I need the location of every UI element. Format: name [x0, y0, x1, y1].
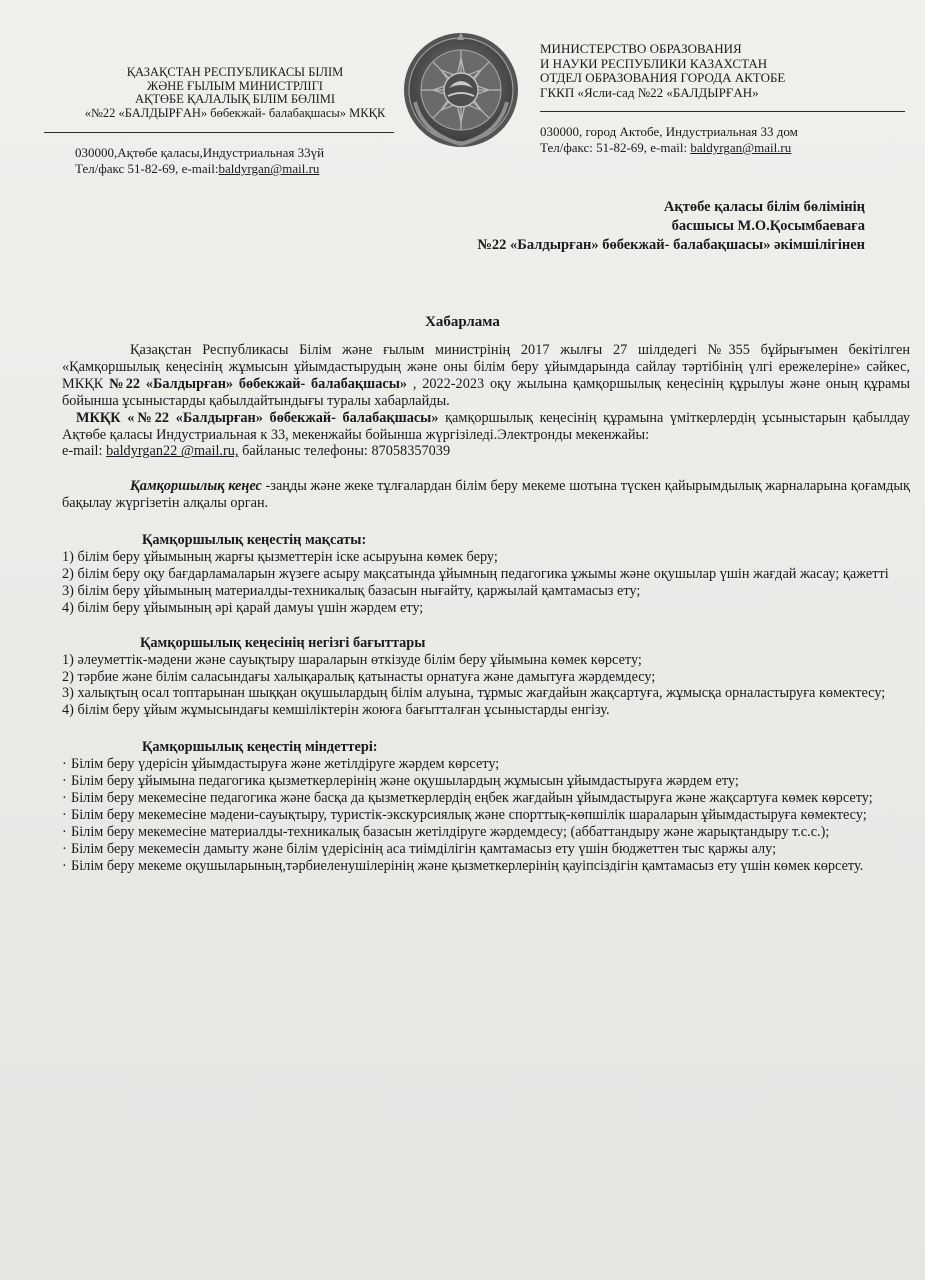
tasks-item-text: Білім беру мекемесіне материалды-техникалық базасын жетілдіруге жәрдемдесу; (аббаттандыру және жарықтандыру т.с.с.); [71, 823, 830, 840]
goals-heading: Қамқоршылық кеңестің мақсаты: [142, 532, 367, 549]
definition-term: Қамқоршылық кеңес [130, 478, 262, 495]
header-left-phone-line [75, 161, 324, 177]
header-left-line: ЖӘНЕ ҒЫЛЫМ МИНИСТРЛІГІ [147, 78, 323, 93]
header-left-divider [44, 132, 394, 133]
tasks-item-text: Білім беру мекемесіне педагогика және басқа да қызметкерлердің еңбек жағдайын ұйымдастыруға және жақсартуға көмек көрсету; [71, 789, 873, 806]
header-right-line: И НАУКИ РЕСПУБЛИКИ КАЗАХСТАН [540, 55, 768, 71]
tasks-item [62, 756, 910, 773]
email-label: e-mail: [62, 443, 107, 460]
bullet-icon: · [62, 789, 67, 806]
bullet-icon: · [62, 773, 67, 790]
header-right-phone-line [540, 140, 798, 156]
tasks-item-text: Білім беру мекеме оқушыларының,тәрбиеленушілерінің және қызметкерлерінің қауіпсіздігін қамтамасыз ету үшін көмек көрсету. [71, 857, 864, 874]
intro-text: , 2022-2023 оқу жылына қамқоршылық кеңесінің құрылуы және оның құрамы бойынша ұсыныстарды қабылдайтындығы туралы хабарлайды. [62, 375, 910, 409]
header-right-address: 030000, город Актобе, Индустриальная 33 дом [540, 124, 798, 139]
header-right-org [540, 42, 870, 100]
document-body [62, 342, 910, 874]
contact-email[interactable]: baldyrgan22 @mail.ru, [106, 443, 239, 460]
bullet-icon: · [62, 857, 67, 874]
tasks-heading: Қамқоршылық кеңестің міндеттері: [142, 739, 378, 756]
recipient-line: №22 «Балдырған» бөбекжай- балабақшасы» әкімшілігінен [477, 237, 865, 253]
header-right-email[interactable]: baldyrgan@mail.ru [690, 140, 792, 155]
tasks-item [62, 790, 910, 807]
header-left-contacts [75, 145, 324, 177]
header-left-line: ҚАЗАҚСТАН РЕСПУБЛИКАСЫ БІЛІМ [126, 65, 344, 79]
header-right-line: ГККП «Ясли-сад №22 «БАЛДЫРҒАН» [540, 84, 759, 100]
header-right-line: МИНИСТЕРСТВО ОБРАЗОВАНИЯ [540, 41, 742, 56]
applications-text: қамқоршылық кеңесінің құрамына үміткерлердің ұсыныстарын қабылдау Ақтөбе қаласы Индустриальная к 33, мекенжайы бойынша жүргізіледі.Электронды мекенжайы: [62, 409, 910, 443]
bullet-icon: · [62, 756, 67, 773]
header-left-address: 030000,Ақтөбе қаласы,Индустриальная 33үй [75, 145, 325, 160]
header-left-org [70, 66, 400, 120]
applications-org-name: МКҚК «№22 «Балдырған» бөбекжай- балабақшасы» [76, 409, 439, 426]
goals-item: 2) білім беру оқу бағдарламаларын жүзеге асыру мақсатында ұйымның педагогика ұжымы және оқушылар үшін жағдай жасау; қажетті [62, 565, 889, 582]
tasks-item-text: Білім беру ұйымына педагогика қызметкерлерінің және оқушылардың жұмысын ұйымдастыруға жәрдем ету; [71, 773, 739, 790]
definition-text: -заңды және жеке тұлғалардан білім беру мекеме шотына түскен қайырымдылық жарналарына қоғамдық бақылау жүргізетін алқалы орган. [62, 478, 910, 512]
header-right-divider [540, 111, 905, 112]
header-right-contacts [540, 124, 798, 156]
goals-item: 4) білім беру ұйымының әрі қарай дамуы үшін жәрдем ету; [62, 599, 424, 616]
header-left-phone: Тел/факс 51-82-69, e-mail: [75, 161, 219, 176]
recipient-block [477, 198, 865, 255]
tasks-item-text: Білім беру үдерісін ұйымдастыруға және жетілдіруге жәрдем көрсету; [71, 756, 500, 773]
tasks-item-text: Білім беру мекемесін дамыту және білім үдерісінің аса тиімділігін қамтамасыз ету үшін бюджеттен тыс қаржы алу; [71, 840, 777, 857]
intro-text: Қазақстан Республикасы Білім және ғылым министрінің 2017 жылғы 27 шілдедегі №355 бұйрығымен бекітілген «Қамқоршылық кеңесінің жұмысын ұйымдастырудың және оны білім беру ұйымдарында сайлау тәртібінің үлгі ережелеріне» сәйкес, МКҚК [62, 342, 910, 392]
definition-paragraph [62, 478, 910, 512]
directions-item: 1) әлеуметтік-мәдени және сауықтыру шараларын өткізуде білім беру ұйымына көмек көрсету; [62, 651, 642, 668]
tasks-item [62, 858, 910, 875]
header-right-line: ОТДЕЛ ОБРАЗОВАНИЯ ГОРОДА АКТОБЕ [540, 70, 786, 85]
bullet-icon: · [62, 840, 67, 857]
header-left-line: АҚТӨБЕ ҚАЛАЛЫҚ БІЛІМ БӨЛІМІ [134, 92, 336, 106]
intro-org-name: №22 «Балдырған» бөбекжай- балабақшасы» [109, 375, 408, 392]
tasks-item [62, 773, 910, 790]
directions-heading: Қамқоршылық кеңесінің негізгі бағыттары [140, 634, 426, 651]
bullet-icon: · [62, 823, 67, 840]
tasks-item [62, 841, 910, 858]
recipient-line: Ақтөбе қаласы білім бөлімінің [663, 199, 865, 215]
state-emblem-icon [401, 30, 521, 152]
applications-paragraph [62, 410, 910, 444]
bullet-icon: · [62, 806, 67, 823]
directions-item: 3) халықтың осал топтарынан шыққан оқушылардың білім алуына, тұрмыс жағдайын жақсартуға, жұмысқа орналастыруға көмектесу; [62, 685, 886, 702]
contact-line [62, 443, 910, 460]
document-title: Хабарлама [425, 314, 500, 330]
tasks-item [62, 824, 910, 841]
goals-item: 3) білім беру ұйымының материалды-техникалық базасын нығайту, қаржылай қамтамасыз ету; [62, 582, 641, 599]
directions-item: 4) білім беру ұйым жұмысындағы кемшіліктерін жоюға бағытталған ұсыныстарды енгізу. [62, 702, 610, 719]
tasks-item-text: Білім беру мекемесіне мәдени-сауықтыру, туристік-экскурсиялық және спорттық-көпшілік шараларын ұйымдастыруға көмектесу; [71, 806, 867, 823]
header-left-line: «№22 «БАЛДЫРҒАН» бөбекжай- балабақшасы» МКҚК [84, 105, 386, 120]
directions-item: 2) тәрбие және білім саласындағы халықаралық қатынасты орнатуға және дамытуға жәрдемдесу; [62, 668, 656, 685]
goals-item: 1) білім беру ұйымының жарғы қызметтерін іске асыруына көмек беру; [62, 549, 498, 566]
tasks-item [62, 807, 910, 824]
contact-phone: байланыс телефоны: 87058357039 [238, 443, 451, 460]
recipient-line: басшысы М.О.Қосымбаеваға [671, 218, 865, 234]
intro-paragraph [62, 342, 910, 410]
header-right-phone: Тел/факс: 51-82-69, e-mail: [540, 140, 691, 155]
header-left-email[interactable]: baldyrgan@mail.ru [218, 161, 320, 176]
